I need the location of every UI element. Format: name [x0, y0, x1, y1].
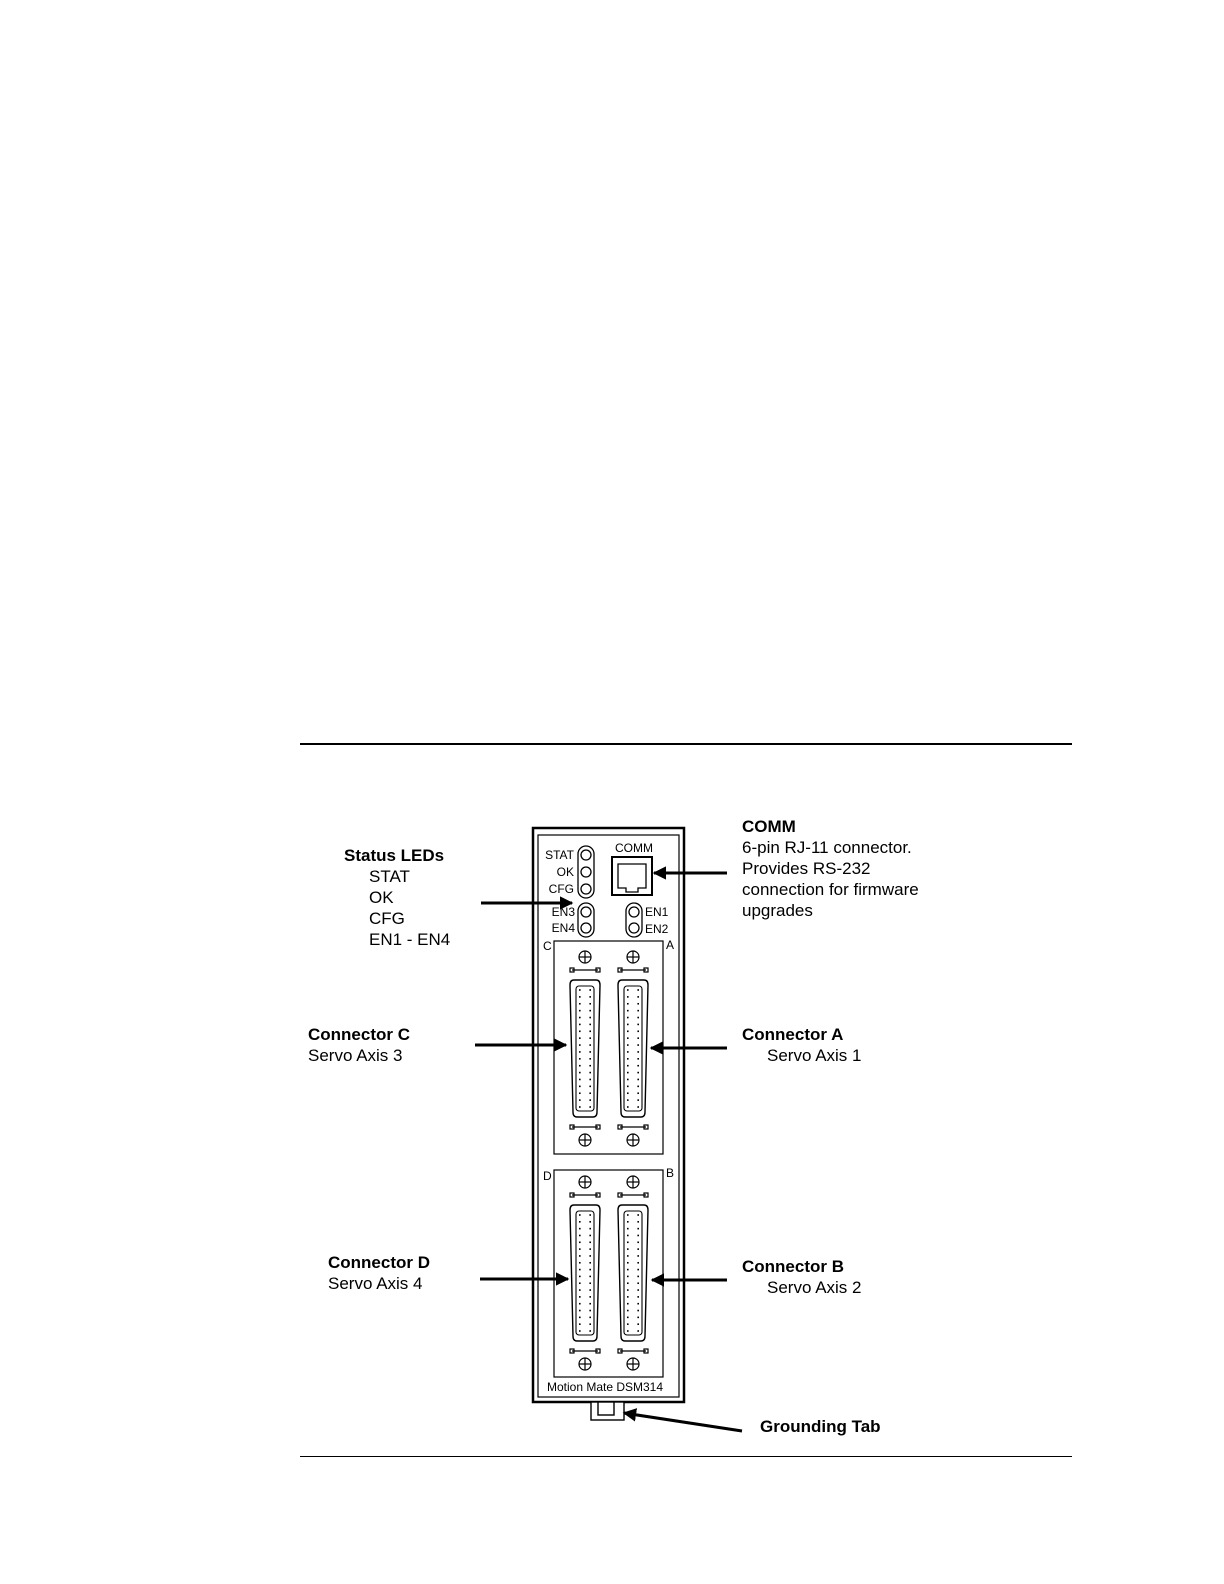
mounting-screw-icon: [579, 1134, 591, 1146]
callout-status-leds-heading: Status LEDs: [344, 846, 445, 865]
latch-icon: [618, 1193, 648, 1197]
callout-connector-c-heading: Connector C: [308, 1025, 410, 1044]
callout-connector-c: [308, 1024, 410, 1066]
connector-c: [570, 980, 600, 1117]
callout-connector-b: [742, 1256, 862, 1298]
callout-status-leds: [344, 845, 450, 950]
led-label-ok: OK: [556, 865, 574, 879]
connector-d: [570, 1205, 600, 1341]
callout-connector-a: [742, 1024, 862, 1066]
mounting-screw-icon: [627, 1358, 639, 1370]
led-label-en3: EN3: [551, 905, 575, 919]
callout-connector-d-line: Servo Axis 4: [328, 1274, 423, 1293]
latch-icon: [618, 968, 648, 972]
led-label-stat: STAT: [545, 848, 574, 862]
latch-icon: [618, 1125, 648, 1129]
connector-letter-c: C: [543, 939, 552, 953]
latch-icon: [570, 968, 600, 972]
arrow-grounding-tab: [624, 1413, 742, 1431]
callout-status-leds-line: CFG: [369, 909, 405, 928]
model-label: Motion Mate DSM314: [546, 1380, 664, 1394]
latch-icon: [618, 1349, 648, 1353]
connector-letter-d: D: [543, 1169, 552, 1183]
led-group-en3-en4: [578, 903, 594, 937]
connector-b: [618, 1205, 648, 1341]
callout-connector-a-heading: Connector A: [742, 1025, 844, 1044]
led-group-en1-en2: [626, 903, 642, 937]
callout-status-leds-line: EN1 - EN4: [369, 930, 451, 949]
callout-comm-line: 6-pin RJ-11 connector.: [742, 838, 912, 857]
latch-icon: [570, 1193, 600, 1197]
mounting-screw-icon: [627, 1134, 639, 1146]
callout-comm-line: connection for firmware: [742, 880, 919, 899]
led-label-en2: EN2: [645, 922, 669, 936]
callout-connector-d: [328, 1252, 430, 1294]
mounting-screw-icon: [627, 951, 639, 963]
callout-connector-b-heading: Connector B: [742, 1257, 844, 1276]
callout-comm-line: Provides RS-232: [742, 859, 871, 878]
mounting-screw-icon: [579, 951, 591, 963]
callout-connector-d-heading: Connector D: [328, 1253, 430, 1272]
callout-status-leds-line: STAT: [369, 867, 410, 886]
callout-grounding-tab: [760, 1416, 881, 1437]
callout-status-leds-line: OK: [369, 888, 394, 907]
latch-icon: [570, 1349, 600, 1353]
grounding-tab-icon: [591, 1402, 624, 1420]
callout-connector-b-line: Servo Axis 2: [767, 1278, 862, 1297]
mounting-screw-icon: [627, 1176, 639, 1188]
callout-comm-heading: COMM: [742, 817, 796, 836]
callout-comm: [742, 816, 919, 921]
comm-port-label: COMM: [615, 841, 653, 855]
connector-a: [618, 980, 648, 1117]
callout-connector-c-line: Servo Axis 3: [308, 1046, 403, 1065]
connector-letter-b: B: [666, 1166, 675, 1180]
rj11-port-icon: [612, 857, 652, 895]
callout-comm-line: upgrades: [742, 901, 813, 920]
callout-connector-a-line: Servo Axis 1: [767, 1046, 862, 1065]
mounting-screw-icon: [579, 1358, 591, 1370]
callout-grounding-tab-heading: Grounding Tab: [760, 1417, 881, 1436]
led-group-stat-ok-cfg: [578, 846, 594, 898]
mounting-screw-icon: [579, 1176, 591, 1188]
led-label-en4: EN4: [551, 921, 575, 935]
latch-icon: [570, 1125, 600, 1129]
connector-letter-a: A: [666, 938, 675, 952]
led-label-cfg: CFG: [548, 882, 574, 896]
led-label-en1: EN1: [645, 905, 669, 919]
